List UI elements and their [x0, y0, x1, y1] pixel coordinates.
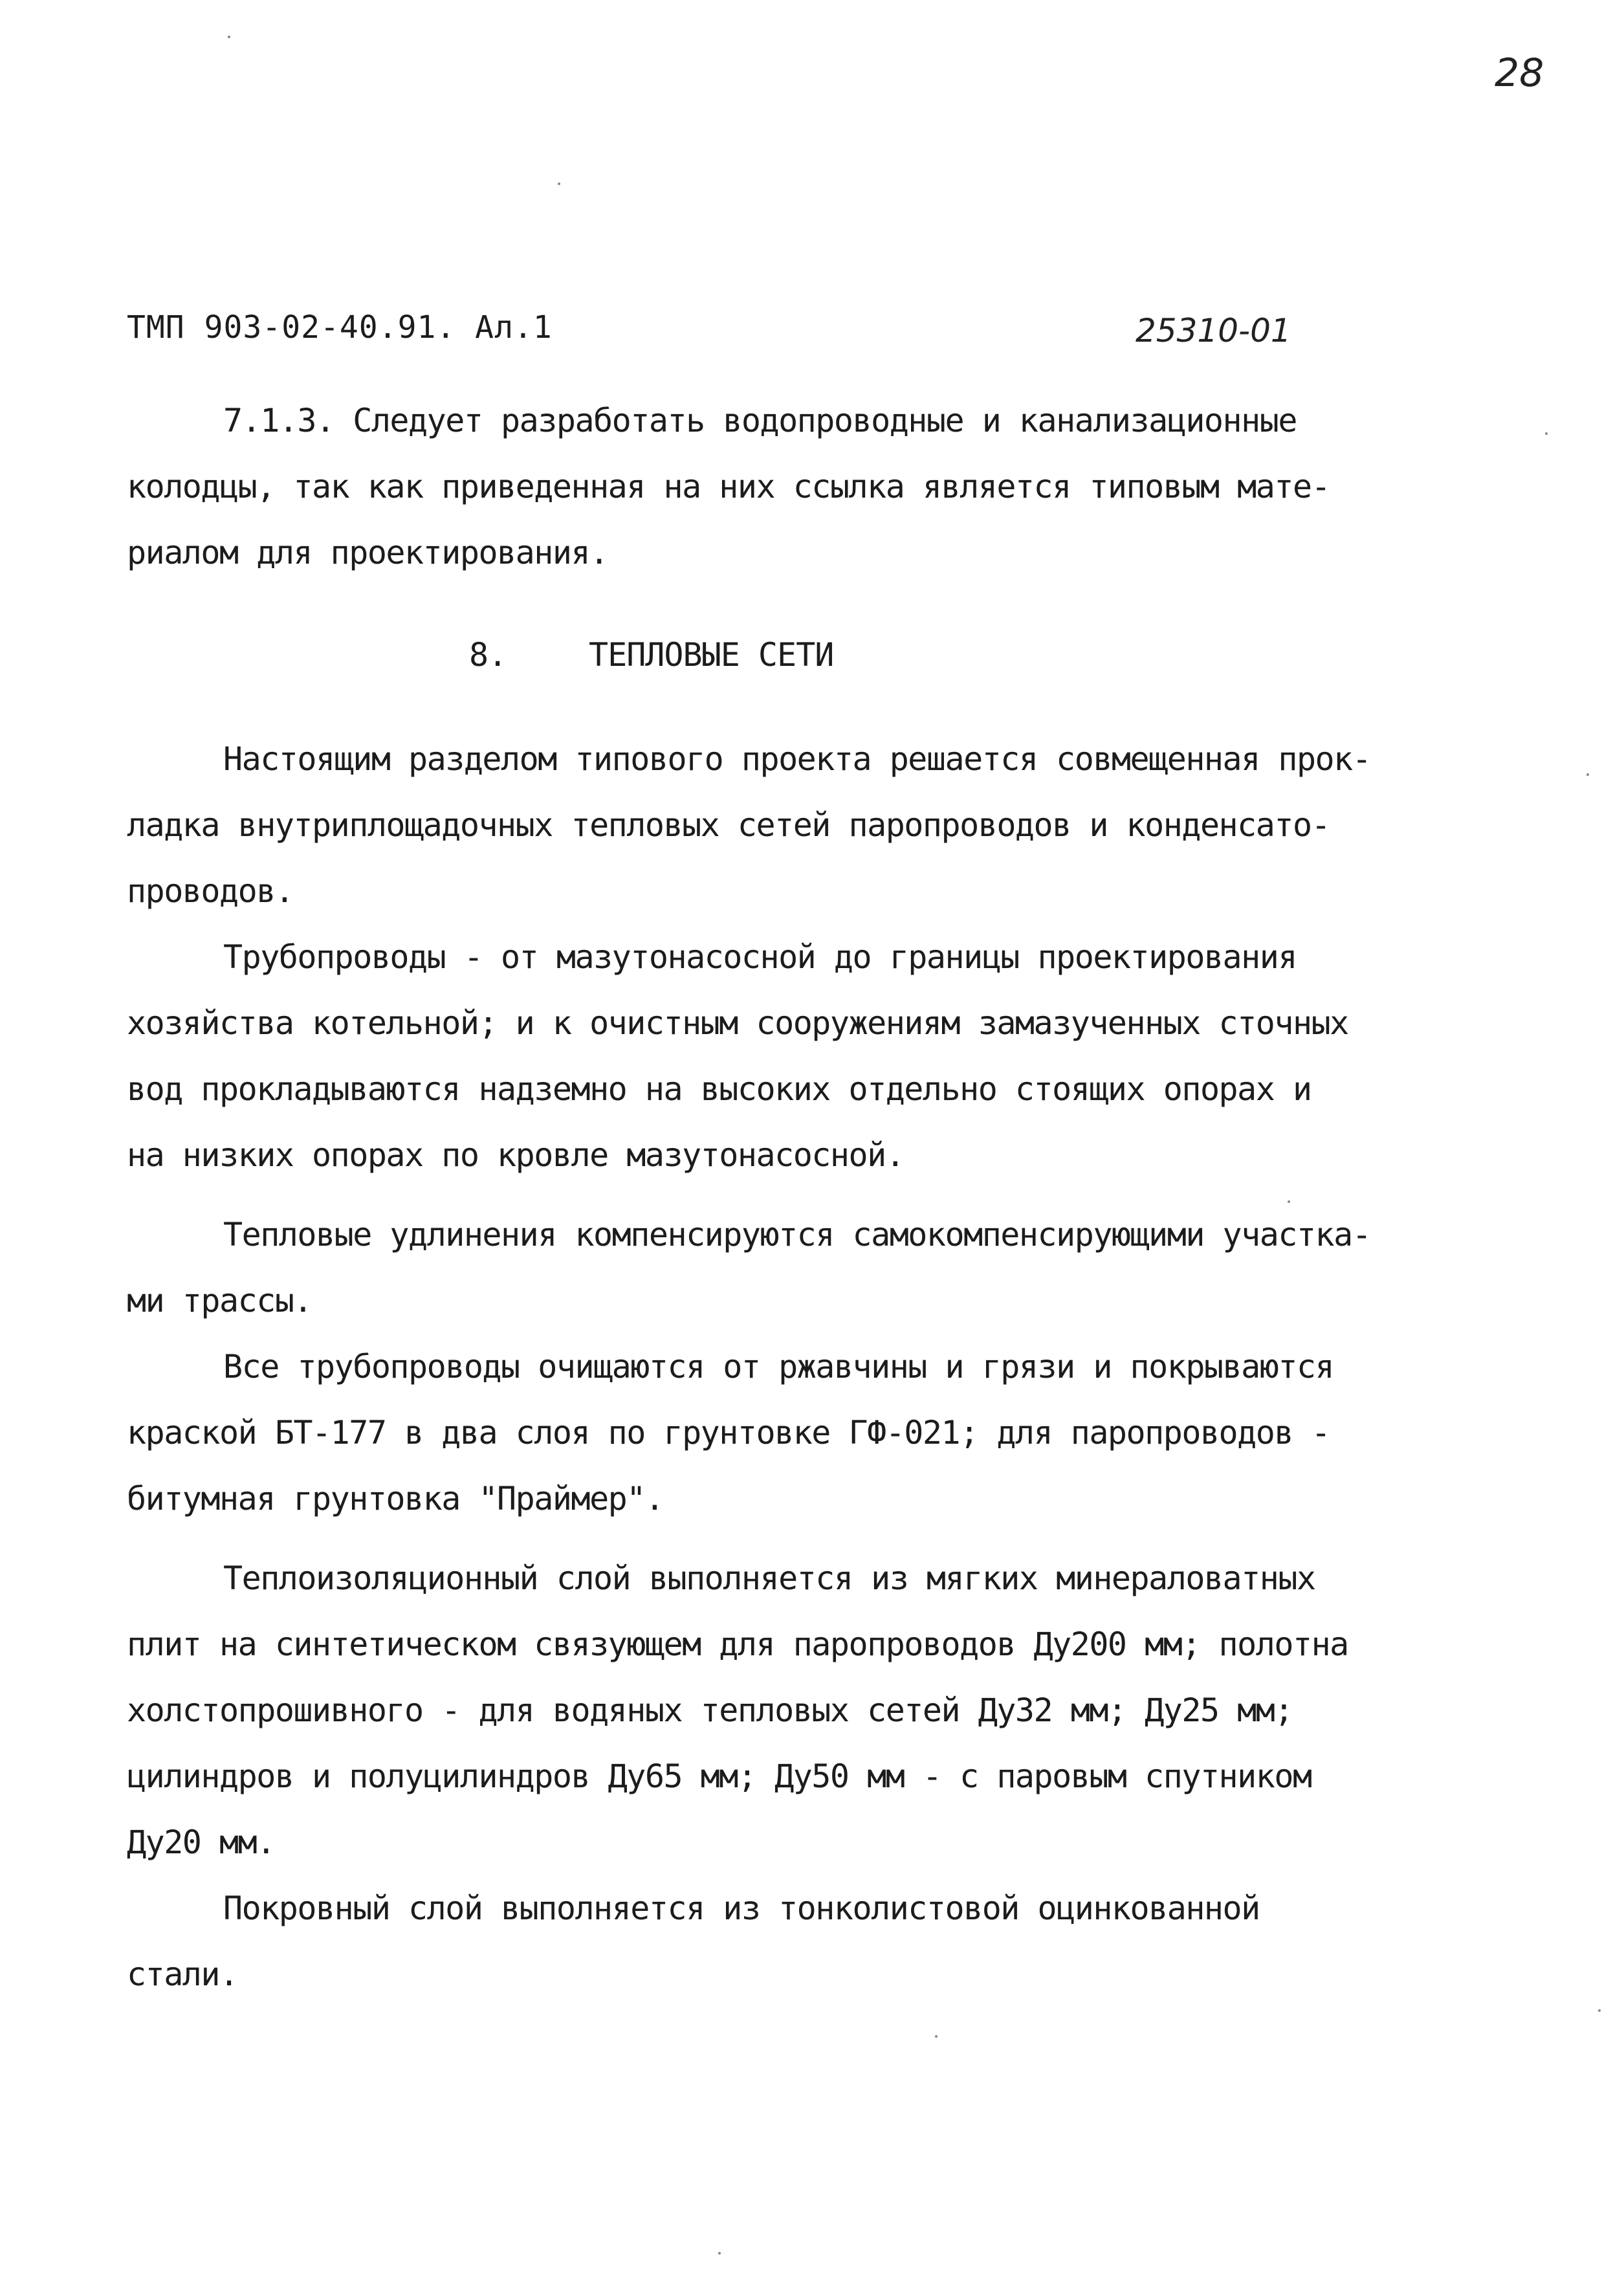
text-line: проводов.: [127, 872, 294, 910]
page-number: 28: [1495, 50, 1544, 96]
text-line: Все трубопроводы очищаются от ржавчины и грязи и покрываются: [223, 1348, 1334, 1385]
text-line: на низких опорах по кровле мазутонасосной.: [127, 1136, 905, 1174]
text-line: Настоящим разделом типового проекта решается совмещенная прок-: [223, 740, 1371, 778]
text-line: Ду20 мм.: [127, 1824, 275, 1861]
scan-speck: [1545, 432, 1548, 435]
text-line: Теплоизоляционный слой выполняется из мягких минераловатных: [223, 1560, 1315, 1597]
text-line: хозяйства котельной; и к очистным сооружениям замазученных сточных: [127, 1004, 1348, 1042]
text-line: холстопрошивного - для водяных тепловых сетей Ду32 мм; Ду25 мм;: [127, 1692, 1293, 1729]
text-line: плит на синтетическом связующем для паропроводов Ду200 мм; полотна: [127, 1626, 1348, 1663]
text-line: краской БТ-177 в два слоя по грунтовке ГФ-021; для паропроводов -: [127, 1414, 1330, 1451]
text-line: Покровный слой выполняется из тонколистовой оцинкованной: [223, 1890, 1260, 1927]
scan-speck: [935, 2035, 938, 2038]
text-line: битумная грунтовка "Праймер".: [127, 1480, 664, 1517]
text-line: 7.1.3. Следует разработать водопроводные и канализационные: [223, 402, 1297, 439]
scan-speck: [228, 36, 230, 38]
text-line: Трубопроводы - от мазутонасосной до границы проектирования: [223, 938, 1297, 976]
text-line: Тепловые удлинения компенсируются самокомпенсирующими участка-: [223, 1216, 1371, 1253]
text-line: стали.: [127, 1956, 238, 1993]
scan-speck: [1288, 1200, 1290, 1203]
archive-number: 25310-01: [1136, 312, 1291, 349]
document-code: ТМП 903-02-40.91. Ал.1: [127, 309, 553, 346]
text-line: цилиндров и полуцилиндров Ду65 мм; Ду50 мм - с паровым спутником: [127, 1758, 1311, 1795]
section-title: ТЕПЛОВЫЕ СЕТИ: [589, 636, 834, 674]
scan-speck: [1598, 2009, 1601, 2012]
text-line: колодцы, так как приведенная на них ссылка является типовым мате-: [127, 468, 1330, 505]
text-line: ладка внутриплощадочных тепловых сетей паропроводов и конденсато-: [127, 806, 1330, 844]
scan-speck: [1586, 773, 1589, 776]
text-line: вод прокладываются надземно на высоких отдельно стоящих опорах и: [127, 1070, 1311, 1108]
section-number: 8.: [469, 636, 507, 674]
scan-speck: [558, 182, 560, 185]
text-line: риалом для проектирования.: [127, 534, 608, 571]
text-line: ми трассы.: [127, 1282, 313, 1319]
scan-speck: [718, 2252, 721, 2255]
